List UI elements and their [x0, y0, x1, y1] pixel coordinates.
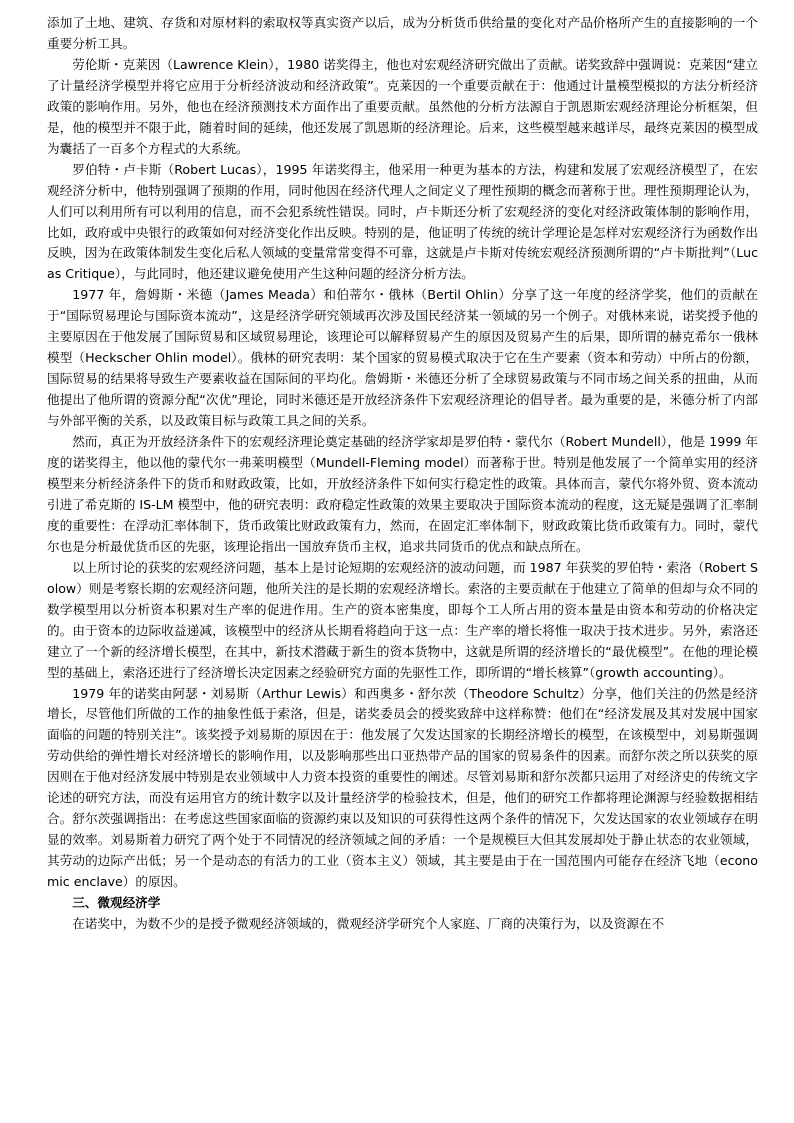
section-heading: 三、微观经济学 [72, 895, 161, 911]
paragraph-lucas: 罗伯特・卢卡斯（Robert Lucas），1995 年诺奖得主，他采用一种更为基本的方法，构建和发展了宏观经济模型了，在宏观经济分析中，他特别强调了预期的作用，同时他因在经济代理人之间定义了理性预期的概念而著称于世。理性预期理论认为，人们可以利用所有可以利用的信息，而不会犯系统性错误。同时，卢卡斯还分析了宏观经济的变化对经济政策体制的影响作用，比如，政府或中央银行的政策如何对经济变化作出反映。特别的是，他证明了传统的统计学理论是怎样对宏观经济行为函数作出反映，因为在政策体制发生变化后私人领域的变量常常变得不可靠，这就是卢卡斯对传统宏观经济预测所谓的“卢卡斯批判”（Lucas Critique），与此同时，他还建议避免使用产生这种问题的经济分析方法。 [47, 161, 758, 282]
paragraph-microeconomics: 在诺奖中，为数不少的是授予微观经济领域的，微观经济学研究个人家庭、厂商的决策行为，以及资源在不 [72, 915, 665, 931]
paragraph-lewis-schultz: 1979 年的诺奖由阿瑟・刘易斯（Arthur Lewis）和西奥多・舒尔茨（Theodore Schultz）分享，他们关注的仍然是经济增长，尽管他们所做的工作的抽象性低于索洛，但是，诺奖委员会的授奖致辞中这样称赞：他们在“经济发展及其对发展中国家面临的问题的特别关注”。该奖授予刘易斯的原因在于：他发展了欠发达国家的长期经济增长的模型，在该模型中，刘易斯强调劳动供给的弹性增长对经济增长的影响作用，以及影响那些出口亚热带产品的国家的贸易条件的因素。而舒尔茨之所以获奖的原因则在于他对经济发展中特别是农业领域中人力资本投资的重要性的阐述。尽管刘易斯和舒尔茨都只运用了对经济史的传统文字论述的研究方法，而没有运用官方的统计数字以及计量经济学的检验技术，但是，他们的研究工作都将理论渊源与经验数据相结合。舒尔茨强调指出：在考虑这些国家面临的资源约束以及知识的可获得性这两个条件的情况下，欠发达国家的农业领域存在明显的效率。刘易斯着力研究了两个处于不同情况的经济领域之间的矛盾：一个是规模巨大但其发展却处于静止状态的农业领域，其劳动的边际产出低；另一个是动态的有活力的工业（资本主义）领域，其主要是由于在一国范围内可能存在经济飞地（economic enclave）的原因。 [47, 685, 758, 890]
paragraph-solow: 以上所讨论的获奖的宏观经济问题，基本上是讨论短期的宏观经济的波动问题，而 1987 年获奖的罗伯特・索洛（Robert Solow）则是考察长期的宏观经济问题，他所关注的是长期的宏观经济增长。索洛的主要贡献在于他建立了简单的但却与众不同的数学模型用以分析资本积累对生产率的促进作用。生产的资本密集度，即每个工人所占用的资本量是由资本和劳动的价格决定的。由于资本的边际收益递减，该模型中的经济从长期看将趋向于这一点：生产率的增长将惟一取决于技术进步。另外，索洛还建立了一个新的经济增长模型，在其中，新技术潜藏于新生的资本货物中，这就是所谓的经济增长的“最优模型”。在他的理论模型的基础上，索洛还进行了经济增长决定因素之经验研究方面的先驱性工作，即所谓的“增长核算”（growth accounting）。 [47, 559, 758, 680]
paragraph-opening: 添加了土地、建筑、存货和对原材料的索取权等真实资产以后，成为分析货币供给量的变化对产品价格所产生的直接影响的一个重要分析工具。 [47, 15, 758, 51]
paragraph-meade-ohlin: 1977 年，詹姆斯・米德（James Meada）和伯蒂尔・俄林（Bertil Ohlin）分享了这一年度的经济学奖，他们的贡献在于“国际贸易理论与国际资本流动”，这是经济学研究领域再次涉及国民经济某一领域的另一个例子。对俄林来说，诺奖授予他的主要原因在于他发展了国际贸易和区域贸易理论，该理论可以解释贸易产生的原因及贸易产生的后果，即所谓的赫克希尔一俄林模型（Heckscher Ohlin model）。俄林的研究表明：某个国家的贸易模式取决于它在生产要素（资本和劳动）中所占的份额，国际贸易的结果将导致生产要素收益在国际间的平均化。詹姆斯・米德还分析了全球贸易政策与不同市场之间关系的扭曲，从而他提出了他所谓的资源分配“次优”理论，同时米德还是开放经济条件下宏观经济理论的倡导者。最为重要的是，米德分析了内部与外部平衡的关系，以及政策目标与政策工具之间的关系。 [47, 287, 758, 429]
paragraph-klein: 劳伦斯・克莱因（Lawrence Klein），1980 诺奖得主，他也对宏观经济研究做出了贡献。诺奖致辞中强调说：克莱因“建立了计量经济学模型并将它应用于分析经济波动和经济政策”。克莱因的一个重要贡献在于：他通过计量模型模拟的方法分析经济政策的影响作用。另外，他也在经济预测技术方面作出了重要贡献。虽然他的分析方法源自于凯恩斯宏观经济理论分析框架，但是，他的模型并不限于此，随着时间的延续，他还发展了凯恩斯的经济理论。后来，这些模型越来越详尽，最终克莱因的模型成为囊括了一百多个方程式的大系统。 [47, 56, 758, 156]
paragraph-mundell: 然而，真正为开放经济条件下的宏观经济理论奠定基础的经济学家却是罗伯特・蒙代尔（Robert Mundell），他是 1999 年度的诺奖得主，他以他的蒙代尔一弗莱明模型（Mundell-Fleming model）而著称于世。特别是他发展了一个简单实用的经济模型来分析经济条件下的货币和财政政策，比如，开放经济条件下如何实行稳定性的政策。具体而言，蒙代尔将外贸、资本流动引进了希克斯的 IS-LM 模型中，他的研究表明：政府稳定性政策的效果主要取决于国际资本流动的程度，这无疑是强调了汇率制度的重要性：在浮动汇率体制下，货币政策比财政政策有力，然而，在固定汇率体制下，财政政策比货币政策有力。同时，蒙代尔也是分析最优货币区的先驱，该理论指出一国放弃货币主权，追求共同货币的优点和缺点所在。 [47, 434, 758, 554]
